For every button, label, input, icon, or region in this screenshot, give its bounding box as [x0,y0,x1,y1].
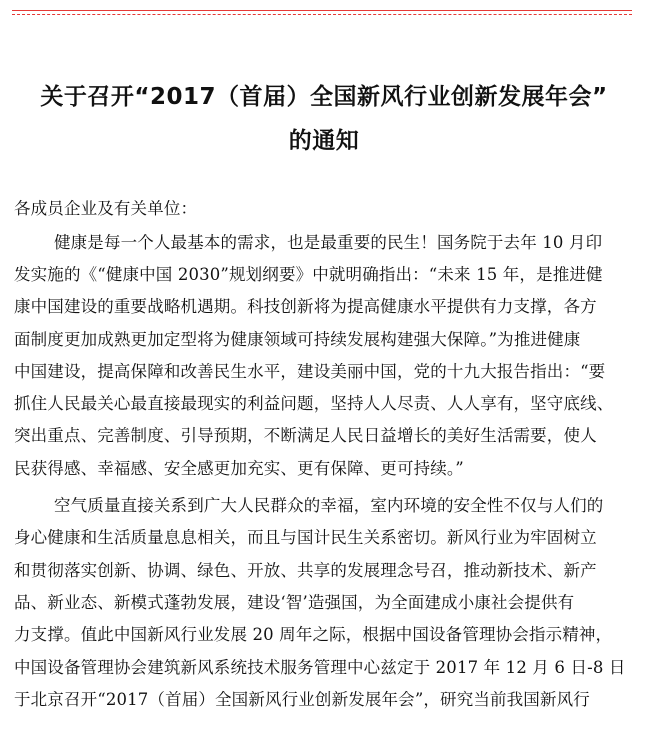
paragraph-1-line: 康中国建设的重要战略机遇期。科技创新将为提高健康水平提供有力支撑，各方 [14,297,597,316]
paragraph-2-line: 于北京召开“2017（首届）全国新风行业创新发展年会”，研究当前我国新风行 [14,690,590,709]
paragraph-1-line: 面制度更加成熟更加定型将为健康领域可持续发展构建强大保障。”为推进健康 [14,330,581,349]
paragraph-2-line: 品、新业态、新模式蓬勃发展，建设‘智’造强国，为全面建成小康社会提供有 [14,593,575,612]
document-title-line-1: 关于召开“2017（首届）全国新风行业创新发展年会” [40,84,608,110]
paragraph-1-line: 发实施的《“健康中国 2030”规划纲要》中就明确指出：“未来 15 年，是推进健 [14,265,603,284]
paragraph-1-line: 健康是每一个人最基本的需求，也是最重要的民生！国务院于去年 10 月印 [54,233,603,252]
document-title-line-2: 的通知 [288,128,360,154]
paragraph-2-line: 空气质量直接关系到广大人民群众的幸福，室内环境的安全性不仅与人们的 [54,496,604,515]
paragraph-1-line: 突出重点、完善制度、引导预期，不断满足人民日益增长的美好生活需要，使人 [14,426,597,445]
paragraph-1-line: 中国建设，提高保障和改善民生水平，建设美丽中国，党的十九大报告指出：“要 [14,362,606,381]
paragraph-2-line: 身心健康和生活质量息息相关，而且与国计民生关系密切。新风行业为牢固树立 [14,528,597,547]
header-rule-dashed [12,14,632,15]
paragraph-1-line: 民获得感、幸福感、安全感更加充实、更有保障、更可持续。” [14,459,464,478]
paragraph-2-line: 和贯彻落实创新、协调、绿色、开放、共享的发展理念号召，推动新技术、新产 [14,561,597,580]
paragraph-1-line: 抓住人民最关心最直接最现实的利益问题，坚持人人尽责、人人享有，坚守底线、 [14,394,614,413]
paragraph-2-line: 中国设备管理协会建筑新风系统技术服务管理中心兹定于 2017 年 12 月 6 日-8 日 [14,658,626,677]
salutation: 各成员企业及有关单位： [14,199,198,218]
header-rule-solid [12,10,632,11]
paragraph-2-line: 力支撑。值此中国新风行业发展 20 周年之际，根据中国设备管理协会指示精神， [14,625,613,644]
